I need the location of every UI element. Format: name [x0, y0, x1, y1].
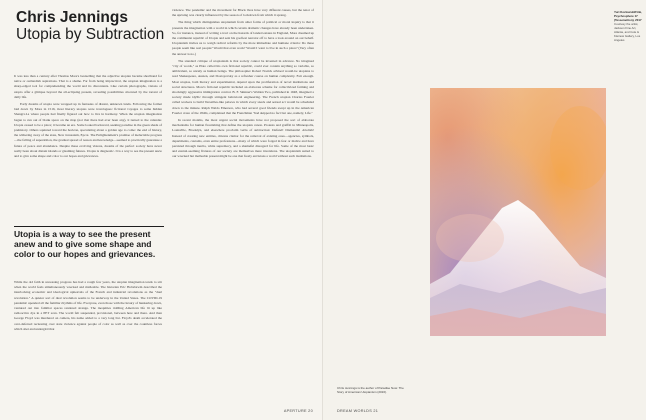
left-folio: APERTURE 20 [283, 409, 313, 413]
caption-credit: Yuri Kozlowski/Fink, Psychosphere 17 (Tesseraction), 2017 [614, 10, 642, 22]
intro-paragraph-2: Early dreams of utopia were wrapped up in fantasies of distant, unknown lands. Following the format laid down by More in 1516, most literary utopias were travelogues: fictional voyages to some hidden Shangri-La where people had finally figured out how to live in harmony. When the utopian imagination began to run out of blank space on the map (not that there had ever been any), it turned to the calendar. Utopia ceased to be a place; it became an era. Some looked backward, seeking paradise in the green shade of prehistory. Others squinted toward the horizon, speculating about a golden age to come: the end of history, the withering away of the state, New Jerusalem, Epcot. The Enlightenment's promise of ineluctable progress—the falling of superstition, the gradual spread of reason and knowledge—seemed to practically guarantee a future of peace and abundance. Despite these evolving visions, dreams of the perfect society have never really been about distant islands or gleaming futures. Utopia is diagnostic. It is a way to see the present anew and to give some shape and color to our hopes and grievances. [14, 102, 162, 159]
lower-paragraph-1: While the old faith in unceasing progress has had a rough few years, the utopian imagination tends to stir when the world feels simultaneously wrecked and malleable. The historian Eric Hobsbawm described the interlocking economic and ideological upheavals of the French and industrial revolutions as the "dual revolution." A quieter sort of dual revolution seems to be underway in the United States. The COVID-19 pandemic upended all the familiar rhythms of life. Everyone, even those with the luxury of hunkering down, ventured out into familiar spaces rendered strange. The inequities riddling American life lit up like radioactive dye in a PET scan. The world felt suspended, provisional, between here and there. And then George Floyd was murdered on camera, his name added to a very long list. Floyd's death accelerated the over-deferred reckoning over state violence against people of color as well as over the countless forces which abet and undergird that [14, 280, 162, 331]
right-page [323, 0, 646, 420]
lower-column [14, 280, 162, 334]
column-paragraph-3: The standard critique of utopianism is that society cannot be invented in advance. No imagined "city of words," as Plato called his own fictional republic, could ever contain anything so variable, so ambivalent, so unruly as human beings. The philosopher Robert Nozick advised would-be utopians to read Shakespeare, Austen, and Dostoyevsky as a refresher course on human complexity. Fair enough. Most utopias, both literary and experimental, depend upon the proliferation of novel institutions and social structures. More's fictional republic included an elaborate scheme for collectivized farming and shockingly aggressive immigration control. B. F. Skinner's Walden Two, published in 1948, imagined a society made idyllic through stringent behavioral engineering. The French utopian Charles Fourier called workers to build Versailles-like palaces in which every snack and sexual act would be scheduled down to the minute. Ralph Waldo Emerson, who had several good friends swept up in the American Fourier craze of the 1840s, complained that the Frenchman "had skipped no fact but one, namely, Life." [172, 58, 314, 115]
pull-quote-rule [14, 226, 164, 227]
intro-paragraph-1: It was less than a century after Thomas More's bestselling that the adjective utopian became shorthand for naive or outlandish aspirations. That is a shame. Far from being impractical, the utopian imagination is a sharp-edged tool for comprehending the world and its discontents. Like certain photographs, visions of utopia offer a glimpse beyond the all-eclipsing present, revealing possibilities obscured by the torrent of daily life. [14, 74, 162, 99]
author-heading: Chris Jennings [16, 9, 128, 26]
artwork-photograph [430, 88, 606, 336]
intro-column [14, 74, 162, 161]
author-bio-caption: Chris Jennings is the author of Paradise Now: The Story of American Utopianism (2016). [337, 386, 404, 394]
right-text-column [172, 8, 314, 162]
article-title: Utopia by Subtraction [16, 26, 165, 43]
caption-courtesy: Courtesy the artist, Jackson Fine Art, Atlanta, and Cole & Kleinow Gallery, Los Angeles [614, 22, 641, 42]
artwork-image [430, 88, 606, 336]
column-paragraph-1: violence. The pandemic and the movement for Black lives have very different causes, but the tenor of the uprising was clearly influenced by the season of lockdown from which it sprang. [172, 8, 314, 18]
column-paragraph-4: In recent months, the most urgent social movements have not proposed the sort of elaborate mechanisms for human flourishing that define the utopian canon. Protests and graffiti in Minneapolis, Louisville, Brooklyn, and elsewhere proclaim verbs of subtraction: Defund! Dismantle! Abolish! Instead of creating new entities, citizens clamor for the removal of existing ones—agencies, symbols, departments, customs, even entire professions—many of which were forged in fear or malice and have persisted through inertia, white supremacy, and a shameful disregard for life. Some of the most basic and eternal-seeming fixtures of our society are themselves mere inventions. The utopianism suited to our wrecked but malleable present might be one that freely envisions a world without such institutions. [172, 118, 314, 159]
pull-quote: Utopia is a way to see the present anew and to give some shape and color to our hopes and grievances. [14, 229, 156, 259]
image-caption [614, 10, 642, 42]
column-paragraph-2: The thing which distinguishes utopianism from other forms of political or moral inquiry is that it presents the imagination with a world in which certain dramatic changes have already been undertaken. So, for instance, instead of writing a tract on the hazards of landed estates in England, More dreamed up the communist republic of Utopia and sent his goofiest narrator off to have a look around on our behalf. Utopianism invites us to weigh radical reforms by the more immediate and humane criteria: Do these people seem like real people? Would that even work? Would I want to live in such a place? (Very often the answer is no.) [172, 20, 314, 56]
right-folio: DREAM WORLDS 21 [337, 409, 379, 413]
